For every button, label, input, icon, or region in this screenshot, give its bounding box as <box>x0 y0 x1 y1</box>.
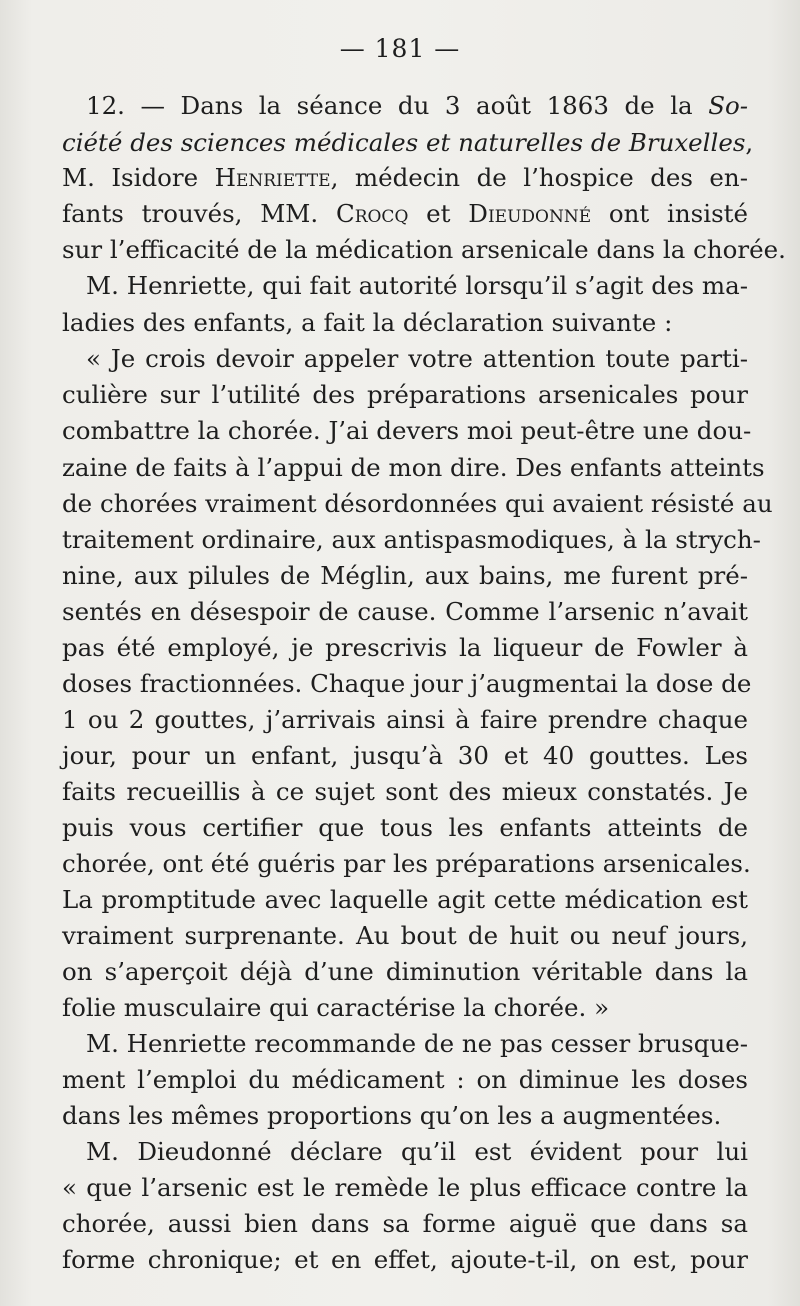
text-segment: ont insisté <box>591 199 748 228</box>
text-line <box>86 1134 748 1170</box>
text-line <box>62 1170 748 1206</box>
text-line <box>62 558 748 594</box>
text-line <box>62 630 748 666</box>
text-segment: M. Dieudonné déclare qu’il est évident pour lui <box>86 1137 748 1166</box>
text-line <box>62 882 748 918</box>
text-line <box>62 450 765 486</box>
text-line <box>62 738 748 774</box>
text-line <box>62 232 786 268</box>
text-segment: sentés en désespoir de cause. Comme l’arsenic n’avait <box>62 597 748 626</box>
text-segment: folie musculaire qui caractérise la chorée. » <box>62 993 610 1022</box>
text-line <box>62 196 748 232</box>
text-segment: culière sur l’utilité des préparations arsenicales pour <box>62 380 748 409</box>
text-segment: de chorées vraiment désordonnées qui avaient résisté au <box>62 489 773 518</box>
text-line <box>86 268 748 304</box>
text-segment: M. Isidore <box>62 163 215 192</box>
page-number: — 181 — <box>339 34 461 63</box>
text-segment: faits recueillis à ce sujet sont des mieux constatés. Je <box>62 777 748 806</box>
text-segment: M. Henriette, qui fait autorité lorsqu’il s’agit des ma- <box>86 271 748 300</box>
text-segment: , <box>745 128 754 157</box>
text-segment: chorée, aussi bien dans sa forme aiguë que dans sa <box>62 1209 748 1238</box>
text-line <box>62 377 748 413</box>
text-segment: , médecin de l’hospice des en- <box>330 163 748 192</box>
text-segment: pas été employé, je prescrivis la liqueur de Fowler à <box>62 633 748 662</box>
text-segment: et <box>408 199 469 228</box>
text-line <box>62 666 752 702</box>
text-segment: on s’aperçoit déjà d’une diminution véritable dans la <box>62 957 748 986</box>
text-line <box>62 1062 748 1098</box>
text-segment: dans les mêmes proportions qu’on les a augmentées. <box>62 1101 722 1130</box>
text-segment: puis vous certifier que tous les enfants atteints de <box>62 813 748 842</box>
text-segment: ment l’emploi du médicament : on diminue les doses <box>62 1065 748 1094</box>
text-segment: La promptitude avec laquelle agit cette médication est <box>62 885 748 914</box>
smallcaps-name: Henriette <box>214 163 331 192</box>
text-line <box>62 774 748 810</box>
text-segment: 1 ou 2 gouttes, j’arrivais ainsi à faire prendre chaque <box>62 705 748 734</box>
text-segment: ladies des enfants, a fait la déclaration suivante : <box>62 308 673 337</box>
text-line <box>86 1026 748 1062</box>
text-line <box>62 1098 748 1134</box>
text-segment: « Je crois devoir appeler votre attention toute parti- <box>86 344 748 373</box>
text-line <box>62 522 761 558</box>
text-segment: nine, aux pilules de Méglin, aux bains, me furent pré- <box>62 561 748 590</box>
text-line <box>62 486 773 522</box>
text-segment: traitement ordinaire, aux antispasmodiques, à la strych- <box>62 525 761 554</box>
text-line <box>62 918 748 954</box>
text-segment: combattre la chorée. J’ai devers moi peut-être une dou- <box>62 416 752 445</box>
text-segment: chorée, ont été guéris par les préparations arsenicales. <box>62 849 751 878</box>
text-line <box>62 413 752 449</box>
text-line <box>62 125 754 161</box>
text-segment: vraiment surprenante. Au bout de huit ou neuf jours, <box>62 921 748 950</box>
text-segment: forme chronique; et en effet, ajoute-t-il, on est, pour <box>62 1245 748 1274</box>
text-line <box>62 594 748 630</box>
text-line <box>86 88 748 124</box>
text-segment: sur l’efficacité de la médication arsenicale dans la chorée. <box>62 235 786 264</box>
text-line <box>86 341 748 377</box>
text-segment: « que l’arsenic est le remède le plus efficace contre la <box>62 1173 748 1202</box>
text-line <box>62 1242 748 1278</box>
text-segment: 12. — Dans la séance du 3 août 1863 de la <box>86 91 709 120</box>
smallcaps-name: Crocq <box>335 199 409 228</box>
text-line <box>62 954 748 990</box>
text-segment: doses fractionnées. Chaque jour j’augmentai la dose de <box>62 669 752 698</box>
text-segment: zaine de faits à l’appui de mon dire. Des enfants atteints <box>62 453 765 482</box>
text-line <box>62 702 748 738</box>
text-line <box>62 1206 748 1242</box>
text-line <box>62 810 748 846</box>
text-line <box>62 160 748 196</box>
text-line <box>62 846 751 882</box>
smallcaps-name: Dieudonné <box>468 199 592 228</box>
text-segment: jour, pour un enfant, jusqu’à 30 et 40 gouttes. Les <box>62 741 748 770</box>
text-segment: fants trouvés, MM. <box>62 199 336 228</box>
text-line <box>62 305 748 341</box>
italic-text: ciété des sciences médicales et naturelles de Bruxelles <box>62 128 746 157</box>
italic-text: So- <box>708 91 748 120</box>
text-line <box>62 990 748 1026</box>
text-segment: M. Henriette recommande de ne pas cesser brusque- <box>86 1029 748 1058</box>
